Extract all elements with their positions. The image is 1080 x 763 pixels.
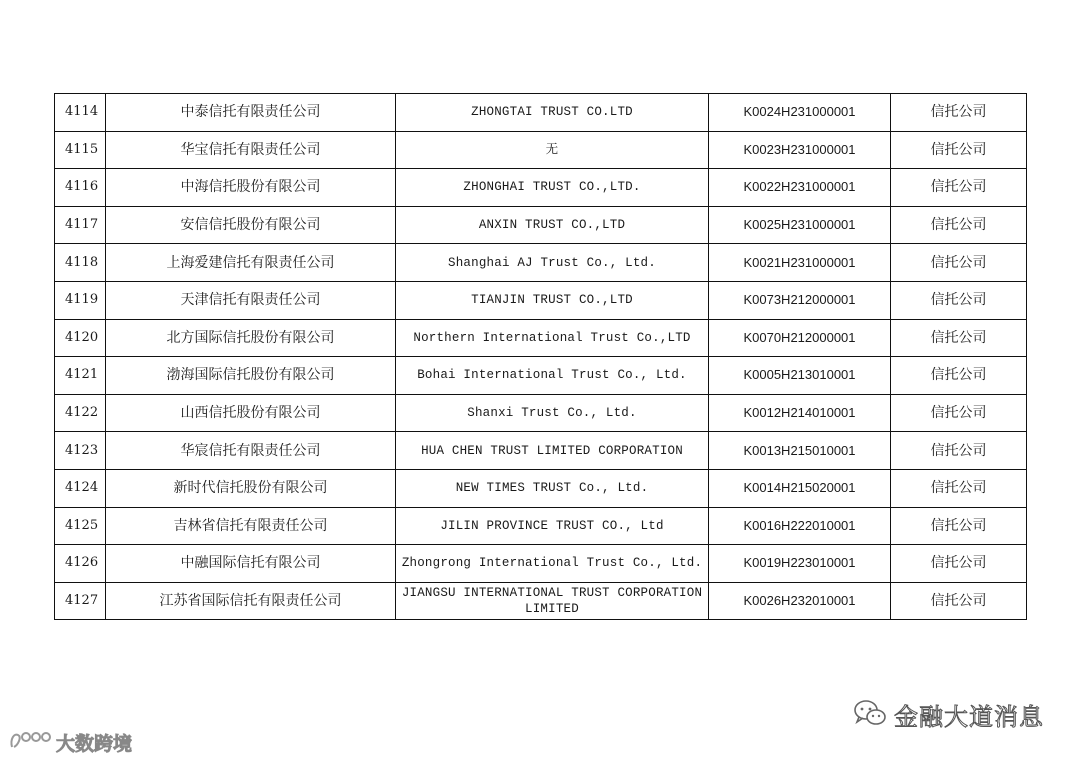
cell-license-code: K0070H212000001 [709, 319, 891, 357]
cell-english-name: 无 [396, 131, 709, 169]
cell-license-code: K0025H231000001 [709, 206, 891, 244]
logo-icon [8, 727, 52, 757]
watermark-jinrong [852, 697, 1044, 732]
table-row [55, 131, 1027, 169]
cell-institution-type: 信托公司 [891, 281, 1027, 319]
cell-license-code: K0016H222010001 [709, 507, 891, 545]
cell-chinese-name: 新时代信托股份有限公司 [106, 469, 396, 507]
cell-english-name: Northern International Trust Co.,LTD [396, 319, 709, 357]
cell-english-name: NEW TIMES TRUST Co., Ltd. [396, 469, 709, 507]
cell-chinese-name: 江苏省国际信托有限责任公司 [106, 582, 396, 620]
cell-chinese-name: 中融国际信托有限公司 [106, 545, 396, 583]
cell-institution-type: 信托公司 [891, 169, 1027, 207]
cell-institution-type: 信托公司 [891, 206, 1027, 244]
table-body [55, 94, 1027, 620]
cell-number: 4114 [55, 94, 106, 132]
cell-english-name: Zhongrong International Trust Co., Ltd. [396, 545, 709, 583]
cell-license-code: K0023H231000001 [709, 131, 891, 169]
cell-number: 4121 [55, 357, 106, 395]
cell-chinese-name: 中泰信托有限责任公司 [106, 94, 396, 132]
cell-institution-type: 信托公司 [891, 582, 1027, 620]
cell-number: 4118 [55, 244, 106, 282]
cell-english-name: ANXIN TRUST CO.,LTD [396, 206, 709, 244]
cell-number: 4115 [55, 131, 106, 169]
cell-number: 4117 [55, 206, 106, 244]
cell-license-code: K0012H214010001 [709, 394, 891, 432]
watermark-dashu [8, 727, 132, 757]
table-row [55, 281, 1027, 319]
cell-number: 4123 [55, 432, 106, 470]
cell-license-code: K0024H231000001 [709, 94, 891, 132]
cell-english-name: Shanxi Trust Co., Ltd. [396, 394, 709, 432]
cell-english-name: JILIN PROVINCE TRUST CO., Ltd [396, 507, 709, 545]
table-row [55, 357, 1027, 395]
cell-number: 4120 [55, 319, 106, 357]
cell-institution-type: 信托公司 [891, 469, 1027, 507]
cell-license-code: K0021H231000001 [709, 244, 891, 282]
cell-chinese-name: 天津信托有限责任公司 [106, 281, 396, 319]
cell-english-name: HUA CHEN TRUST LIMITED CORPORATION [396, 432, 709, 470]
table-row [55, 244, 1027, 282]
cell-chinese-name: 渤海国际信托股份有限公司 [106, 357, 396, 395]
cell-english-name: JIANGSU INTERNATIONAL TRUST CORPORATION LIMITED [396, 582, 709, 620]
table-row [55, 507, 1027, 545]
cell-number: 4122 [55, 394, 106, 432]
cell-institution-type: 信托公司 [891, 432, 1027, 470]
trust-company-table [54, 93, 1027, 620]
cell-number: 4124 [55, 469, 106, 507]
cell-license-code: K0022H231000001 [709, 169, 891, 207]
cell-chinese-name: 北方国际信托股份有限公司 [106, 319, 396, 357]
cell-chinese-name: 华宝信托有限责任公司 [106, 131, 396, 169]
cell-institution-type: 信托公司 [891, 545, 1027, 583]
cell-chinese-name: 吉林省信托有限责任公司 [106, 507, 396, 545]
cell-number: 4126 [55, 545, 106, 583]
cell-english-name: Bohai International Trust Co., Ltd. [396, 357, 709, 395]
cell-license-code: K0014H215020001 [709, 469, 891, 507]
wechat-icon [852, 698, 888, 732]
table-row [55, 394, 1027, 432]
table-row [55, 545, 1027, 583]
cell-number: 4125 [55, 507, 106, 545]
table-row [55, 319, 1027, 357]
cell-english-name: Shanghai AJ Trust Co., Ltd. [396, 244, 709, 282]
cell-chinese-name: 安信信托股份有限公司 [106, 206, 396, 244]
table-row [55, 94, 1027, 132]
cell-english-name: TIANJIN TRUST CO.,LTD [396, 281, 709, 319]
watermark-left-text: 大数跨境 [56, 732, 133, 755]
cell-chinese-name: 华宸信托有限责任公司 [106, 432, 396, 470]
cell-chinese-name: 中海信托股份有限公司 [106, 169, 396, 207]
cell-license-code: K0026H232010001 [709, 582, 891, 620]
cell-institution-type: 信托公司 [891, 94, 1027, 132]
cell-chinese-name: 山西信托股份有限公司 [106, 394, 396, 432]
cell-english-name: ZHONGHAI TRUST CO.,LTD. [396, 169, 709, 207]
cell-number: 4116 [55, 169, 106, 207]
cell-chinese-name: 上海爱建信托有限责任公司 [106, 244, 396, 282]
cell-institution-type: 信托公司 [891, 357, 1027, 395]
table-row [55, 206, 1027, 244]
cell-institution-type: 信托公司 [891, 131, 1027, 169]
table-row [55, 469, 1027, 507]
cell-institution-type: 信托公司 [891, 244, 1027, 282]
watermark-right-text: 金融大道消息 [894, 703, 1044, 731]
cell-number: 4119 [55, 281, 106, 319]
cell-institution-type: 信托公司 [891, 319, 1027, 357]
cell-license-code: K0073H212000001 [709, 281, 891, 319]
cell-institution-type: 信托公司 [891, 507, 1027, 545]
cell-institution-type: 信托公司 [891, 394, 1027, 432]
cell-english-name: ZHONGTAI TRUST CO.LTD [396, 94, 709, 132]
cell-license-code: K0005H213010001 [709, 357, 891, 395]
table-row [55, 582, 1027, 620]
cell-number: 4127 [55, 582, 106, 620]
table-row [55, 432, 1027, 470]
cell-license-code: K0013H215010001 [709, 432, 891, 470]
cell-license-code: K0019H223010001 [709, 545, 891, 583]
table-row [55, 169, 1027, 207]
